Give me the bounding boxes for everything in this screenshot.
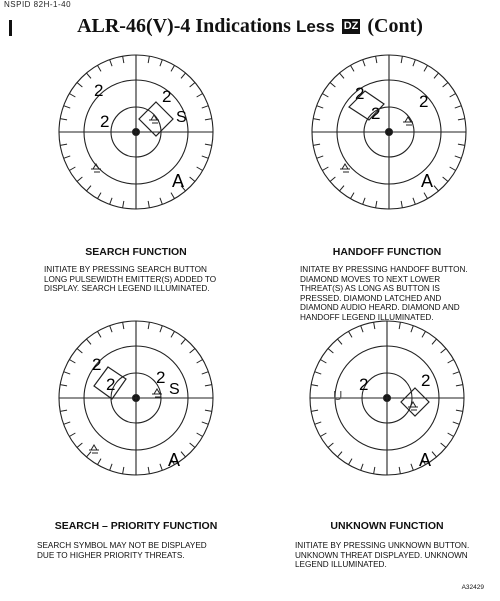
scope-tick: [98, 459, 102, 465]
threat-symbol-2: 2: [156, 368, 166, 387]
scope-tick: [432, 452, 436, 457]
scope-tick: [441, 443, 446, 447]
scope-tick: [363, 60, 365, 67]
function-description-handoff: INITATE BY PRESSING HANDOFF BUTTON. DIAMOND MOVES TO NEXT LOWER THREAT(S) AS LONG AS BUTTON IS PRESSED. DIAMOND LATCHED AND DIAMOND AUDIO HEARD. DIAMOND AND HANDOFF LEGEND ILLUMINATED.: [300, 265, 468, 322]
scope-tick: [361, 326, 363, 333]
scope-tick: [69, 360, 75, 364]
scope-tick: [401, 201, 402, 208]
threat-symbol-2: 2: [92, 355, 102, 374]
threat-symbol-2: 2: [419, 92, 429, 111]
scope-tick: [374, 467, 375, 474]
scope-tick: [315, 372, 322, 374]
scope-tick: [401, 56, 402, 63]
scope-tick: [60, 410, 67, 411]
scope-tick: [338, 339, 342, 344]
scope-tick: [313, 119, 320, 120]
scope-tick: [441, 349, 446, 353]
scope-tick: [64, 106, 71, 108]
scope-tick: [123, 322, 124, 329]
unknown-symbol-u: U: [333, 388, 343, 403]
scope-tick: [450, 167, 456, 171]
scope-tick: [399, 467, 400, 474]
threat-symbol-a: A: [168, 450, 181, 470]
scope-tick: [376, 201, 377, 208]
scope-tick: [448, 433, 454, 437]
scope-tick: [455, 106, 462, 108]
scope-tick: [422, 331, 426, 337]
scope-tick: [87, 186, 91, 191]
scope-tick: [338, 452, 342, 457]
scope-tick: [453, 422, 460, 424]
scope-tick: [60, 119, 67, 120]
scope-tick: [322, 94, 328, 98]
scope-tick: [69, 167, 75, 171]
scope-tick: [64, 156, 71, 158]
diamond-marker: [401, 388, 429, 416]
scope-tick: [424, 65, 428, 71]
scope-handoff: [309, 52, 469, 212]
scope-display: [56, 318, 216, 478]
threat-symbol-a: A: [419, 450, 432, 470]
function-title-unknown: UNKNOWN FUNCTION: [330, 520, 444, 532]
scope-tick: [448, 360, 454, 364]
scope-tick: [443, 177, 448, 181]
function-description-unknown: INITIATE BY PRESSING UNKNOWN BUTTON. UNKNOWN THREAT DISPLAYED. UNKNOWN LEGEND ILLUMINATED.: [295, 541, 470, 570]
scope-tick: [197, 94, 203, 98]
scope-search: [56, 52, 216, 212]
scope-tick: [205, 144, 212, 145]
function-title-handoff: HANDOFF FUNCTION: [332, 246, 442, 258]
scope-tick: [77, 443, 82, 447]
scope-tick: [64, 372, 71, 374]
threat-symbol-2: 2: [421, 371, 431, 390]
threat-symbol-2: 2: [162, 87, 172, 106]
scope-tick: [456, 385, 463, 386]
scope-tick: [197, 360, 203, 364]
scope-display: [56, 52, 216, 212]
scope-tick: [205, 410, 212, 411]
scope-tick: [197, 167, 203, 171]
threat-symbol-a: A: [172, 171, 185, 191]
scope-tick: [190, 177, 195, 181]
page-title: [0, 15, 500, 38]
scope-tick: [340, 186, 344, 191]
scope-display: [307, 318, 467, 478]
scope-tick: [320, 433, 326, 437]
scope-tick: [87, 73, 91, 78]
scope-tick: [110, 60, 112, 67]
scope-tick: [123, 467, 124, 474]
scope-tick: [413, 198, 415, 205]
scope-search-priority: [56, 318, 216, 478]
function-description-search-priority: SEARCH SYMBOL MAY NOT BE DISPLAYED DUE TO HIGHER PRIORITY THREATS.: [37, 541, 207, 560]
scope-tick: [322, 167, 328, 171]
scope-tick: [328, 443, 333, 447]
scope-tick: [160, 326, 162, 333]
scope-tick: [98, 193, 102, 199]
scope-tick: [110, 198, 112, 205]
threat-symbol-a: A: [421, 171, 434, 191]
scope-tick: [376, 56, 377, 63]
scope-tick: [60, 385, 67, 386]
scope-tick: [424, 193, 428, 199]
threat-symbol-2: 2: [359, 375, 369, 394]
scope-tick: [328, 349, 333, 353]
scope-tick: [77, 83, 82, 87]
threat-symbol-2: 2: [94, 81, 104, 100]
scope-tick: [202, 106, 209, 108]
scope-tick: [77, 349, 82, 353]
threat-symbol-2: 2: [106, 375, 116, 394]
title-main: ALR-46(V)-4 Indications: [77, 15, 291, 37]
threat-symbol-2: 2: [355, 84, 365, 103]
scope-tick: [330, 83, 335, 87]
search-symbol-s: S: [176, 109, 187, 126]
scope-tick: [411, 326, 413, 333]
scope-tick: [317, 106, 324, 108]
scope-tick: [317, 156, 324, 158]
scope-tick: [197, 433, 203, 437]
search-symbol-s: S: [169, 381, 180, 398]
figure-code: A32429: [461, 584, 484, 591]
scope-tick: [320, 360, 326, 364]
scope-tick: [458, 119, 465, 120]
scope-tick: [330, 177, 335, 181]
scope-rings: [312, 55, 466, 209]
dz-badge: DZ: [343, 20, 359, 32]
function-title-search-priority: SEARCH – PRIORITY FUNCTION: [54, 520, 218, 532]
scope-tick: [190, 83, 195, 87]
scope-tick: [110, 326, 112, 333]
function-description-search: INITIATE BY PRESSING SEARCH BUTTON LONG PULSEWIDTH EMITTER(S) ADDED TO DISPLAY. SEARCH LEGEND ILLUMINATED.: [44, 265, 217, 294]
scope-tick: [160, 198, 162, 205]
scope-tick: [87, 339, 91, 344]
scope-tick: [181, 452, 185, 457]
scope-unknown: [307, 318, 467, 478]
title-less: Less: [295, 17, 335, 36]
scope-tick: [160, 60, 162, 67]
function-title-search: SEARCH FUNCTION: [85, 246, 187, 258]
scope-tick: [77, 177, 82, 181]
scope-tick: [434, 73, 438, 78]
threat-symbol-2: 2: [371, 104, 381, 123]
scope-tick: [123, 201, 124, 208]
scope-tick: [450, 94, 456, 98]
scope-tick: [411, 464, 413, 471]
scope-tick: [190, 443, 195, 447]
threat-symbol-2: 2: [100, 112, 110, 131]
scope-tick: [69, 94, 75, 98]
scope-tick: [69, 433, 75, 437]
scope-tick: [171, 65, 175, 71]
scope-tick: [148, 201, 149, 208]
scope-tick: [98, 331, 102, 337]
scope-tick: [374, 322, 375, 329]
scope-tick: [202, 422, 209, 424]
scope-tick: [64, 422, 71, 424]
scope-tick: [351, 65, 355, 71]
title-end: (Cont): [367, 15, 423, 37]
scope-tick: [363, 198, 365, 205]
document-id: NSPID 82H-1-40: [4, 0, 72, 9]
scope-tick: [87, 452, 91, 457]
scope-display: [309, 52, 469, 212]
scope-tick: [110, 464, 112, 471]
scope-tick: [349, 459, 353, 465]
scope-tick: [190, 349, 195, 353]
scope-rings: [59, 55, 213, 209]
scope-tick: [313, 144, 320, 145]
scope-tick: [443, 83, 448, 87]
scope-tick: [181, 73, 185, 78]
scope-rings: [59, 321, 213, 475]
scope-tick: [315, 422, 322, 424]
scope-tick: [455, 156, 462, 158]
scope-tick: [453, 372, 460, 374]
scope-tick: [160, 464, 162, 471]
scope-tick: [399, 322, 400, 329]
scope-tick: [413, 60, 415, 67]
scope-tick: [349, 331, 353, 337]
scope-tick: [148, 322, 149, 329]
scope-tick: [432, 339, 436, 344]
scope-tick: [311, 385, 318, 386]
scope-tick: [458, 144, 465, 145]
scope-tick: [205, 385, 212, 386]
scope-tick: [434, 186, 438, 191]
scope-tick: [60, 144, 67, 145]
scope-tick: [202, 372, 209, 374]
scope-tick: [123, 56, 124, 63]
scope-tick: [148, 56, 149, 63]
scope-tick: [456, 410, 463, 411]
scope-tick: [311, 410, 318, 411]
scope-tick: [148, 467, 149, 474]
scope-tick: [205, 119, 212, 120]
scope-tick: [361, 464, 363, 471]
scope-tick: [340, 73, 344, 78]
scope-tick: [171, 193, 175, 199]
scope-tick: [171, 331, 175, 337]
scope-tick: [181, 339, 185, 344]
scope-tick: [202, 156, 209, 158]
scope-tick: [351, 193, 355, 199]
scope-tick: [98, 65, 102, 71]
